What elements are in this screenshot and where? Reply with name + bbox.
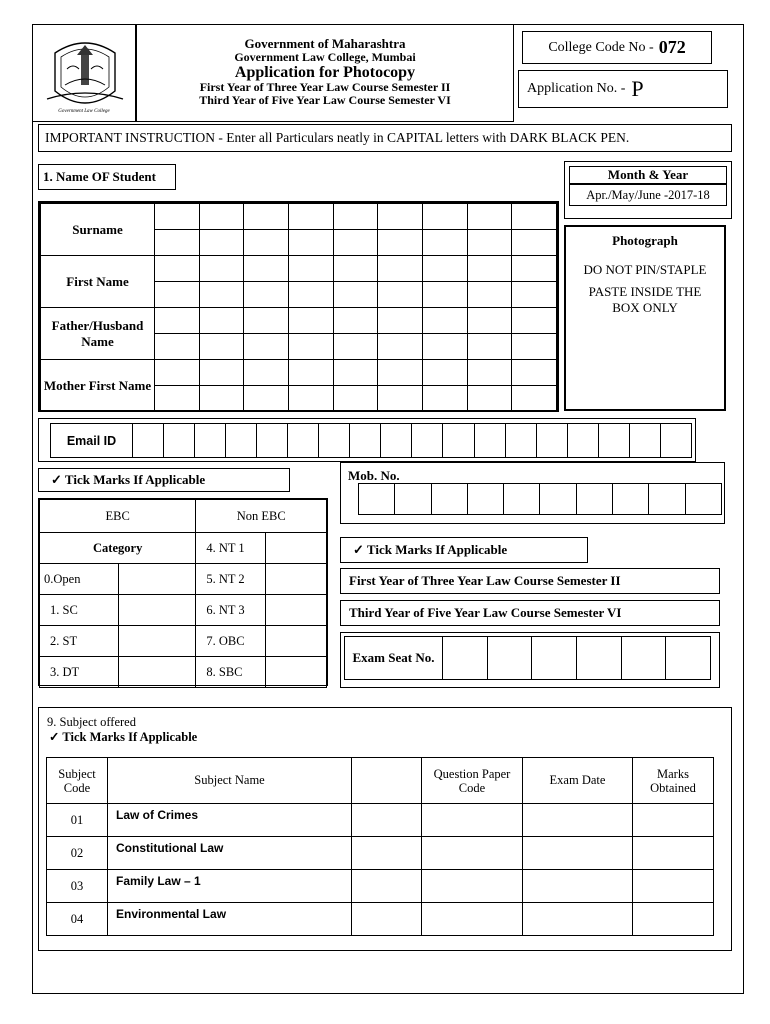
category-dt: 3. DT [40,657,119,688]
mother-first-name-label: Mother First Name [41,360,155,412]
exam-seat-digit[interactable] [443,637,488,680]
mobile-grid [358,483,722,515]
category-sbc: 8. SBC [196,657,266,688]
month-year-value: Apr./May/June -2017-18 [569,184,727,206]
college-code-box [522,31,712,64]
subject-name: Law of Crimes [108,804,352,837]
category-nt3-tick[interactable] [265,595,326,626]
category-st: 2. ST [40,626,119,657]
surname-label: Surname [41,204,155,256]
application-no-label: Application No. - [527,81,626,96]
category-dt-tick[interactable] [119,657,196,688]
tick-marks-label-1: ✓ Tick Marks If Applicable [38,468,290,492]
email-cell[interactable] [133,424,164,458]
table-row [47,804,714,837]
subject-name: Constitutional Law [108,837,352,870]
photograph-instruction-2: PASTE INSIDE THE BOX ONLY [588,284,702,315]
category-nt3: 6. NT 3 [196,595,266,626]
ebc-label: EBC [40,500,196,533]
subjects-title: 9. Subject offered [47,715,136,729]
col-exam-date: Exam Date [523,758,633,804]
subject-code: 02 [47,837,108,870]
table-row [47,870,714,903]
exam-seat-label: Exam Seat No. [345,637,443,680]
application-no-box[interactable] [518,70,728,108]
email-grid [50,423,692,458]
logo-caption: Government Law College [58,109,110,114]
category-nt2-tick[interactable] [265,564,326,595]
col-blank [352,758,422,804]
mobile-digit[interactable] [359,484,395,515]
subject-name: Environmental Law [108,903,352,936]
college-code-value: 072 [658,37,686,57]
table-row [47,837,714,870]
table-row [47,903,714,936]
header-line-1: Government of Maharashtra [244,36,406,51]
category-obc: 7. OBC [196,626,266,657]
course-option-2[interactable]: Third Year of Five Year Law Course Semester VI [340,600,720,626]
category-obc-tick[interactable] [265,626,326,657]
header-line-4: First Year of Three Year Law Course Semester II [199,80,451,94]
category-sbc-tick[interactable] [265,657,326,688]
mobile-label: Mob. No. [348,468,400,483]
category-nt2: 5. NT 2 [196,564,266,595]
college-code-label: College Code No - [548,39,654,55]
surname-cell[interactable] [155,204,200,230]
photograph-title: Photograph [612,233,678,248]
father-husband-name-label: Father/Husband Name [41,308,155,360]
non-ebc-label: Non EBC [196,500,327,533]
page-title: Application for Photocopy [234,64,416,81]
col-subject-name: Subject Name [108,758,352,804]
college-emblem-icon [37,29,133,117]
subjects-table [46,757,714,935]
course-option-1[interactable]: First Year of Three Year Law Course Semester II [340,568,720,594]
photograph-box[interactable] [564,225,726,411]
subject-code: 01 [47,804,108,837]
col-marks-obtained: Marks Obtained [633,758,714,804]
first-name-label: First Name [41,256,155,308]
category-open: 0.Open [40,564,119,595]
subjects-tick-label: ✓ Tick Marks If Applicable [49,730,198,744]
application-no-value: P [631,76,644,101]
header-line-5: Third Year of Five Year Law Course Semester VI [199,93,451,107]
subject-code: 03 [47,870,108,903]
tick-marks-label-2: ✓ Tick Marks If Applicable [340,537,588,563]
logo-box [32,24,136,122]
father-husband-name-cell[interactable] [155,308,200,334]
name-section-title: 1. Name OF Student [38,164,176,190]
category-sc-tick[interactable] [119,595,196,626]
exam-seat-grid [344,636,711,680]
subject-name: Family Law – 1 [108,870,352,903]
header-line-2: Government Law College, Mumbai [234,50,416,64]
mother-first-name-cell[interactable] [155,360,200,386]
category-st-tick[interactable] [119,626,196,657]
col-question-paper-code: Question Paper Code [422,758,523,804]
first-name-cell[interactable] [155,256,200,282]
header-title-box [136,24,514,122]
category-nt1-tick[interactable] [265,533,326,564]
col-subject-code: Subject Code [47,758,108,804]
category-nt1: 4. NT 1 [196,533,266,564]
month-year-label: Month & Year [569,166,727,184]
name-grid [38,201,559,412]
important-instruction: IMPORTANT INSTRUCTION - Enter all Particulars neatly in CAPITAL letters with DARK BLACK PEN. [38,124,732,152]
category-header: Category [40,533,196,564]
category-table [38,498,328,686]
category-sc: 1. SC [40,595,119,626]
photograph-instruction-1: DO NOT PIN/STAPLE [583,262,707,277]
category-open-tick[interactable] [119,564,196,595]
email-label: Email ID [51,424,133,458]
subject-code: 04 [47,903,108,936]
